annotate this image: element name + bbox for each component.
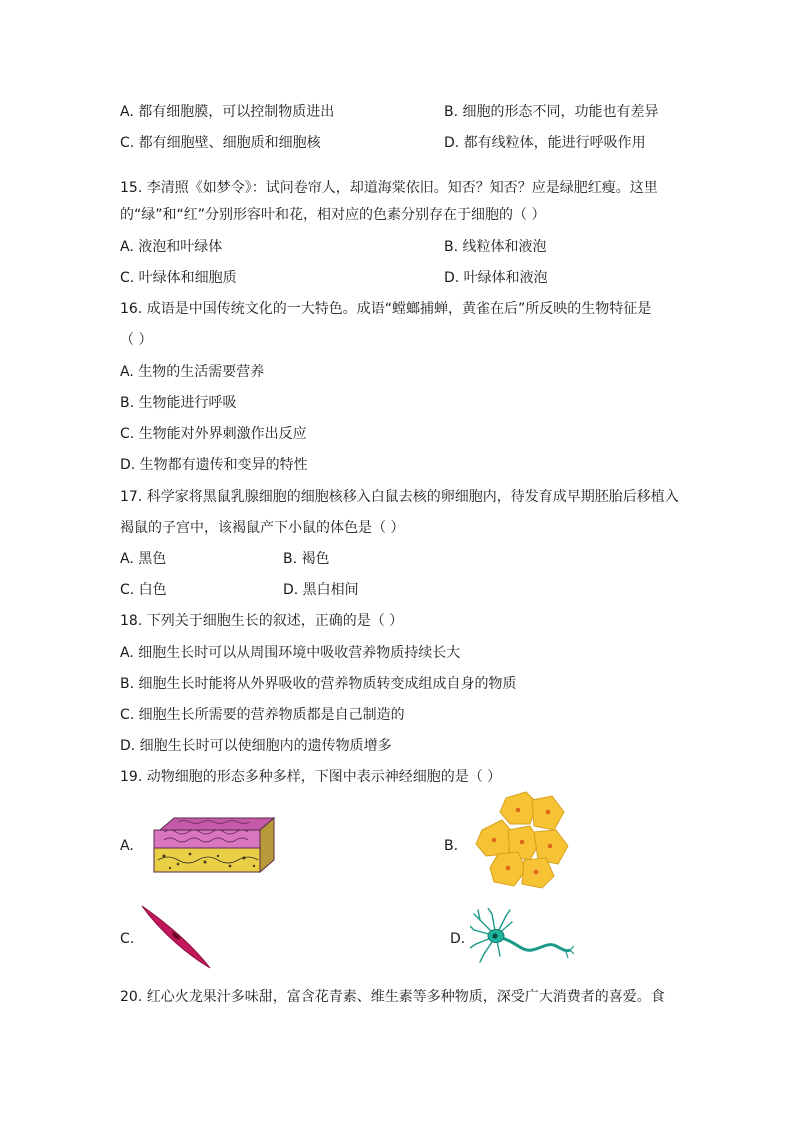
q15-stem-line1: 15. 李清照《如梦令》：试问卷帘人，却道海棠依旧。知否？知否？应是绿肥红瘦。这里 (120, 180, 658, 196)
q16-stem-line1: 16. 成语是中国传统文化的一大特色。成语“螳螂捕蝉，黄雀在后”所反映的生物特征是 (120, 301, 652, 317)
q18-option-d: D. 细胞生长时可以使细胞内的遗传物质增多 (120, 738, 392, 754)
q19-label-a: A. (120, 838, 134, 854)
q14-option-d: D. 都有线粒体，能进行呼吸作用 (444, 135, 646, 151)
q18-option-a: A. 细胞生长时可以从周围环境中吸收营养物质持续长大 (120, 645, 461, 661)
q17-option-a: A. 黑色 (120, 551, 167, 567)
q17-option-d: D. 黑白相间 (283, 582, 359, 598)
q15-stem-line2: 的“绿”和“红”分别形容叶和花，相对应的色素分别存在于细胞的（ ） (120, 207, 546, 223)
q16-option-b: B. 生物能进行呼吸 (120, 395, 237, 411)
q17-option-c: C. 白色 (120, 582, 167, 598)
q19-stem: 19. 动物细胞的形态多种多样，下图中表示神经细胞的是（ ） (120, 769, 502, 785)
q17-stem-line1: 17. 科学家将黑鼠乳腺细胞的细胞核移入白鼠去核的卵细胞内，待发育成早期胚胎后移植入 (120, 489, 679, 505)
q16-option-d: D. 生物都有遗传和变异的特性 (120, 457, 308, 473)
q16-option-c: C. 生物能对外界刺激作出反应 (120, 426, 307, 442)
q17-stem-line2: 褐鼠的子宫中，该褐鼠产下小鼠的体色是（ ） (120, 520, 405, 536)
q18-option-c: C. 细胞生长所需要的营养物质都是自己制造的 (120, 707, 405, 723)
q14-option-a: A. 都有细胞膜，可以控制物质进出 (120, 104, 335, 120)
q14-option-b: B. 细胞的形态不同，功能也有差异 (444, 104, 659, 120)
q16-stem-line2: （ ） (120, 332, 153, 348)
q18-stem: 18. 下列关于细胞生长的叙述，正确的是（ ） (120, 613, 404, 629)
fat-cell-image (468, 790, 580, 890)
q19-label-d: D. (450, 931, 466, 947)
q17-option-b: B. 褐色 (283, 551, 330, 567)
q19-label-c: C. (120, 931, 135, 947)
q15-option-c: C. 叶绿体和细胞质 (120, 270, 237, 286)
q18-option-b: B. 细胞生长时能将从外界吸收的营养物质转变成组成自身的物质 (120, 676, 517, 692)
q19-label-b: B. (444, 838, 459, 854)
q14-option-c: C. 都有细胞壁、细胞质和细胞核 (120, 135, 321, 151)
muscle-cell-image (140, 904, 214, 970)
epithelial-cell-image (150, 814, 278, 876)
q16-option-a: A. 生物的生活需要营养 (120, 364, 265, 380)
q15-option-d: D. 叶绿体和液泡 (444, 270, 548, 286)
q15-option-a: A. 液泡和叶绿体 (120, 239, 223, 255)
q15-option-b: B. 线粒体和液泡 (444, 239, 547, 255)
q20-stem-line1: 20. 红心火龙果汁多味甜，富含花青素、维生素等多种物质，深受广大消费者的喜爱。食 (120, 989, 665, 1005)
nerve-cell-image (470, 908, 574, 970)
